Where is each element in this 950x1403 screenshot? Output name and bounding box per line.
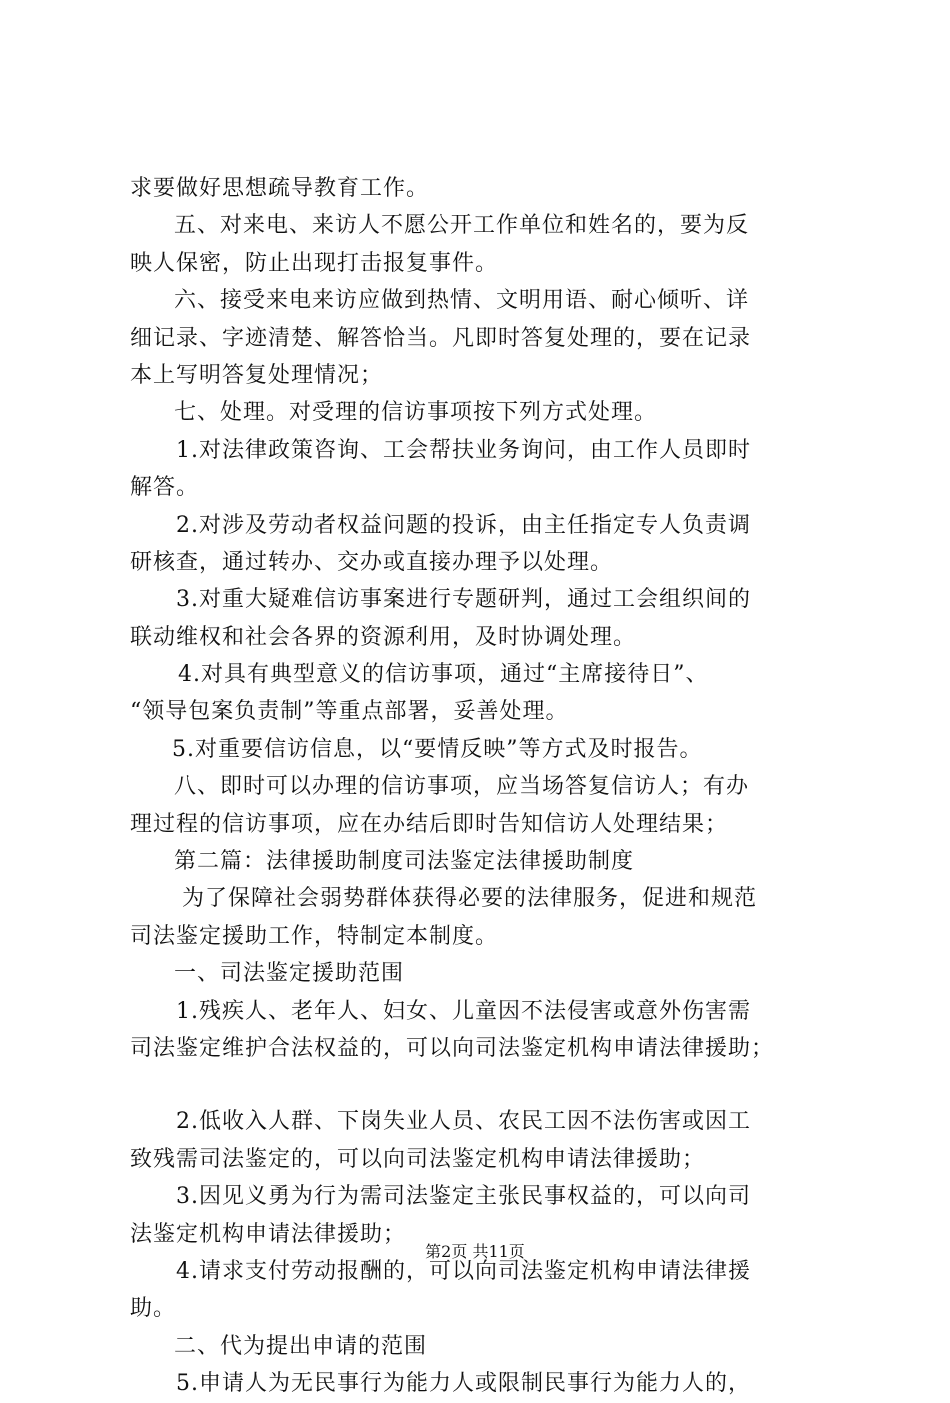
paragraph-line: 一、司法鉴定援助范围 [174,961,405,987]
paragraph-line: 1.对法律政策咨询、工会帮扶业务询问，由工作人员即时 [176,437,751,463]
paragraph-line: 2.低收入人群、下岗失业人员、农民工因不法伤害或因工 [176,1109,751,1135]
paragraph-line: 司法鉴定维护合法权益的，可以向司法鉴定机构申请法律援助； [130,1035,775,1061]
paragraph-line: 5.对重要信访信息，以“要情反映”等方式及时报告。 [172,736,703,762]
paragraph-line: “领导包案负责制”等重点部署，妥善处理。 [130,699,569,725]
document-body [130,170,835,1403]
paragraph-line: 法鉴定机构申请法律援助； [130,1221,407,1247]
paragraph-line: 4.对具有典型意义的信访事项，通过“主席接待日”、 [178,662,709,688]
paragraph-line: 4.请求支付劳动报酬的，可以向司法鉴定机构申请法律援 [176,1258,751,1284]
paragraph-line: 3.对重大疑难信访事案进行专题研判，通过工会组织间的 [176,587,751,613]
paragraph-line: 2.对涉及劳动者权益问题的投诉，由主任指定专人负责调 [176,512,751,538]
paragraph-line: 求要做好思想疏导教育工作。 [130,176,430,201]
paragraph-line: 本上写明答复处理情况； [130,362,384,388]
paragraph-line: 细记录、字迹清楚、解答恰当。凡即时答复处理的，要在记录 [130,325,752,351]
paragraph-line: 映人保密，防止出现打击报复事件。 [130,250,499,276]
paragraph-line: 致残需司法鉴定的，可以向司法鉴定机构申请法律援助； [130,1146,706,1172]
page-number-footer: 第2页 共11页 [425,1242,525,1261]
paragraph-line: 为了保障社会弱势群体获得必要的法律服务，促进和规范 [182,886,758,912]
paragraph-line: 5.申请人为无民事行为能力人或限制民事行为能力人的， [176,1371,751,1397]
paragraph-line: 解答。 [130,475,200,501]
paragraph-line: 1.残疾人、老年人、妇女、儿童因不法侵害或意外伤害需 [176,998,751,1024]
paragraph-line: 七、处理。对受理的信访事项按下列方式处理。 [174,400,658,426]
paragraph-line: 研核查，通过转办、交办或直接办理予以处理。 [130,549,614,575]
section-heading: 第二篇：法律援助制度司法鉴定法律援助制度 [174,849,635,875]
paragraph-line: 司法鉴定援助工作，特制定本制度。 [130,923,499,949]
paragraph-line: 八、即时可以办理的信访事项，应当场答复信访人；有办 [174,774,750,800]
paragraph-line: 五、对来电、来访人不愿公开工作单位和姓名的，要为反 [174,213,750,239]
paragraph-line: 二、代为提出申请的范围 [174,1333,428,1359]
paragraph-line: 助。 [130,1296,177,1322]
paragraph-line: 3.因见义勇为行为需司法鉴定主张民事权益的，可以向司 [176,1184,751,1210]
paragraph-line: 六、接受来电来访应做到热情、文明用语、耐心倾听、详 [174,288,750,314]
paragraph-line: 联动维权和社会各界的资源利用，及时协调处理。 [130,624,637,650]
paragraph-line: 理过程的信访事项，应在办结后即时告知信访人处理结果； [130,811,729,837]
blank-line [130,1067,835,1103]
